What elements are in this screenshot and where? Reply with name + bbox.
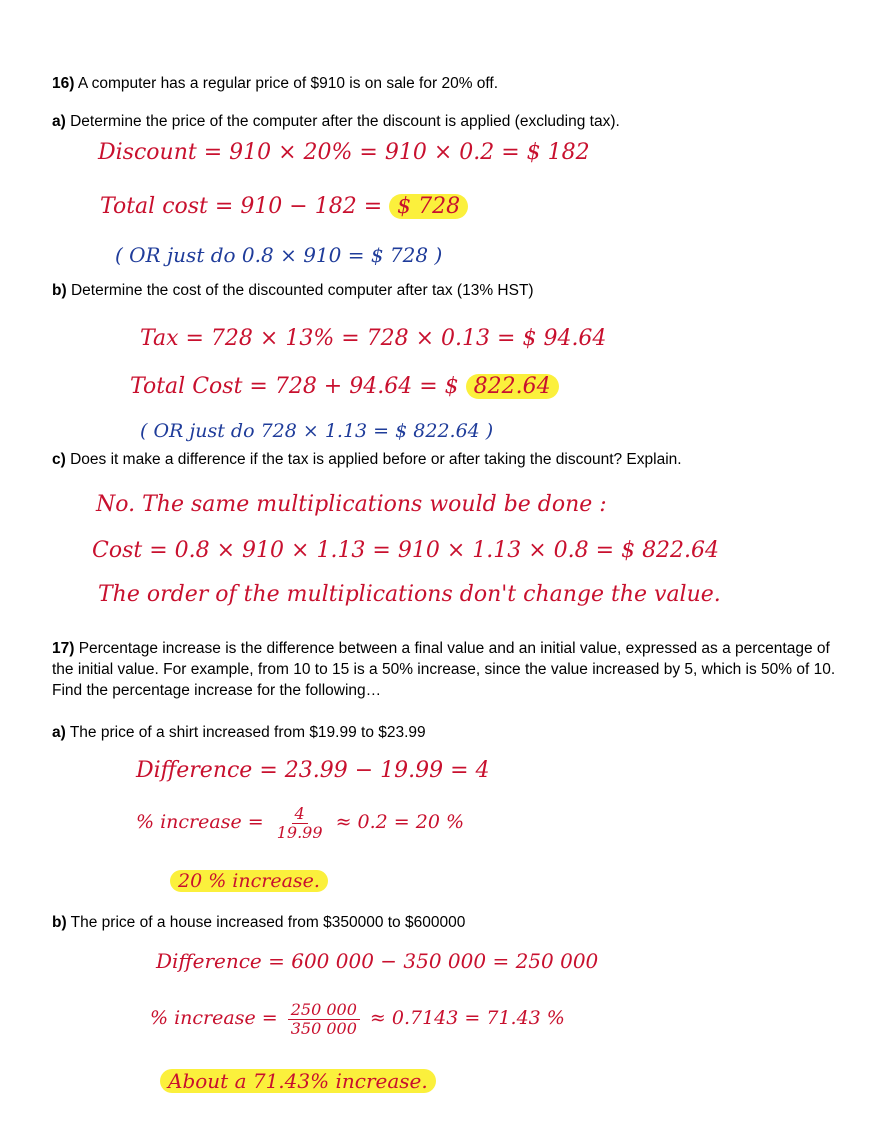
question-17a [52, 722, 426, 743]
part-label: a) [52, 724, 66, 741]
highlighted-answer: 20 % increase. [170, 870, 328, 892]
handwritten-text: ≈ 0.2 = 20 % [335, 811, 465, 833]
handwritten-alternative-line: ( OR just do 0.8 × 910 = $ 728 ) [115, 243, 443, 267]
part-text: Determine the cost of the discounted computer after tax (13% HST) [70, 282, 534, 299]
part-text: The price of a house increased from $350000 to $600000 [70, 914, 466, 931]
question-text: A computer has a regular price of $910 is on sale for 20% off. [77, 75, 499, 92]
part-text: Determine the price of the computer after the discount is applied (excluding tax). [70, 113, 620, 130]
handwritten-text: ≈ 0.7143 = 71.43 % [369, 1007, 565, 1029]
question-number: 16) [52, 75, 75, 92]
handwritten-text: % increase = [150, 1007, 278, 1029]
handwritten-answer-line [170, 868, 328, 894]
handwritten-percent-line [136, 800, 464, 844]
part-label: b) [52, 282, 67, 299]
question-16b [52, 280, 534, 301]
part-label: b) [52, 914, 67, 931]
handwritten-text: Total Cost = 728 + 94.64 = $ [130, 374, 459, 399]
handwritten-explanation-line-2: Cost = 0.8 × 910 × 1.13 = 910 × 1.13 × 0.8 = $ 822.64 [92, 538, 720, 563]
fraction [274, 805, 326, 842]
fraction-denominator: 350 000 [290, 1018, 357, 1038]
highlighted-answer: 822.64 [466, 374, 559, 399]
fraction-numerator: 4 [292, 805, 308, 824]
question-17 [52, 638, 842, 701]
handwritten-tax-line: Tax = 728 × 13% = 728 × 0.13 = $ 94.64 [140, 326, 607, 351]
part-label: a) [52, 113, 66, 130]
question-text: Percentage increase is the difference between a final value and an initial value, expressed as a percentage of the initial value. For example, from 10 to 15 is a 50% increase, since the value increased by 5, which is 50% of 10. Find the percentage increase for the following… [52, 640, 836, 699]
highlighted-answer: About a 71.43% increase. [160, 1069, 436, 1093]
handwritten-answer-line [160, 1068, 436, 1094]
part-label: c) [52, 451, 66, 468]
question-number: 17) [52, 640, 75, 657]
handwritten-total-cost-line [130, 374, 559, 400]
fraction-denominator: 19.99 [276, 822, 323, 842]
handwritten-percent-line [150, 996, 565, 1040]
fraction-numerator: 250 000 [288, 1001, 360, 1020]
handwritten-difference-line: Difference = 600 000 − 350 000 = 250 000 [156, 949, 599, 973]
fraction [288, 1001, 360, 1038]
question-16a [52, 111, 620, 132]
handwritten-difference-line: Difference = 23.99 − 19.99 = 4 [136, 758, 490, 783]
handwritten-explanation-line-3: The order of the multiplications don't change the value. [98, 582, 721, 607]
part-text: Does it make a difference if the tax is applied before or after taking the discount? Explain. [70, 451, 682, 468]
question-16 [52, 73, 498, 94]
handwritten-discount-line: Discount = 910 × 20% = 910 × 0.2 = $ 182 [98, 140, 590, 165]
question-17b [52, 912, 465, 933]
question-16c [52, 449, 682, 470]
handwritten-total-cost-line [100, 194, 468, 220]
handwritten-text: Total cost = 910 − 182 = [100, 194, 383, 219]
handwritten-text: % increase = [136, 811, 264, 833]
highlighted-answer: $ 728 [389, 194, 468, 219]
handwritten-alternative-line: ( OR just do 728 × 1.13 = $ 822.64 ) [140, 420, 494, 442]
part-text: The price of a shirt increased from $19.99 to $23.99 [69, 724, 426, 741]
handwritten-explanation-line-1: No. The same multiplications would be done : [96, 492, 607, 517]
